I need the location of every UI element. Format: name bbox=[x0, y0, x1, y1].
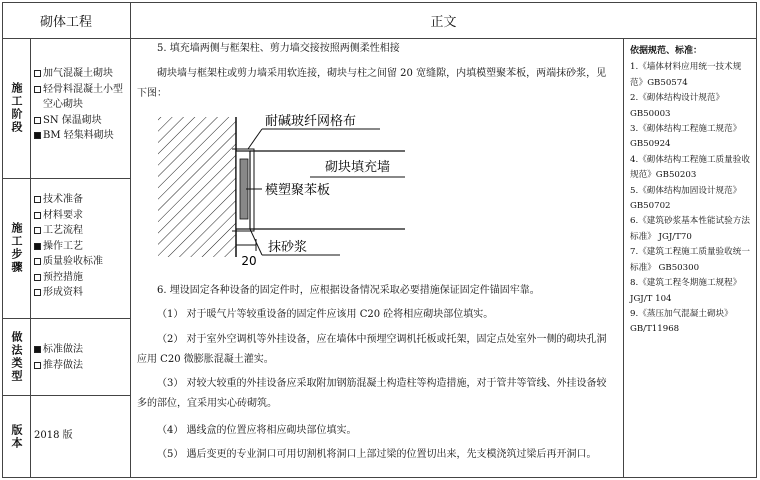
method-option[interactable]: 推荐做法 bbox=[34, 358, 126, 374]
divider-label-col bbox=[30, 38, 31, 478]
leader-mesh bbox=[248, 129, 262, 149]
checkbox-icon[interactable] bbox=[34, 362, 41, 369]
version-label: 版本 bbox=[10, 423, 23, 450]
stage-option[interactable]: BM 轻集料砌块 bbox=[34, 128, 126, 144]
checkbox-icon[interactable] bbox=[34, 117, 41, 124]
steps-option[interactable]: 操作工艺 bbox=[34, 239, 126, 255]
ref-item: 2.《砌体结构设计规范》GB50003 bbox=[630, 93, 725, 119]
checkbox-icon[interactable] bbox=[34, 86, 41, 93]
steps-option[interactable]: 技术准备 bbox=[34, 192, 126, 208]
ref-item: 8.《建筑工程冬期施工规程》JGJ/T 104 bbox=[630, 278, 742, 304]
checkbox-icon[interactable] bbox=[34, 274, 41, 281]
steps-option[interactable]: 工艺流程 bbox=[34, 223, 126, 239]
steps-option[interactable]: 形成资料 bbox=[34, 285, 126, 301]
method-label: 做法类型 bbox=[10, 330, 23, 383]
header-left: 砌体工程 bbox=[39, 14, 92, 30]
method-option[interactable]: 标准做法 bbox=[34, 342, 126, 358]
header-main: 正文 bbox=[430, 14, 457, 30]
item6-4: （4） 遇线盒的位置应将相应砌块部位填实。 bbox=[157, 425, 357, 436]
item6-2: （2） 对于室外空调机等外挂设备，应在墙体中预埋空调机托板或托架，固定点处室外一侧的砌块孔洞应用 C20 微膨胀混凝土灌实。 bbox=[137, 334, 607, 365]
item5-text: 砌块墙与框架柱或剪力墙采用软连接，砌块与柱之间留 20 宽缝隙，内填模塑聚苯板，两端抹砂浆，见下图： bbox=[137, 68, 607, 99]
divider-header bbox=[2, 38, 757, 39]
version-value: 2018 版 bbox=[34, 430, 73, 441]
checkbox-checked-icon[interactable] bbox=[34, 243, 41, 250]
steps-option[interactable]: 预控措施 bbox=[34, 270, 126, 286]
checkbox-icon[interactable] bbox=[34, 212, 41, 219]
checkbox-checked-icon[interactable] bbox=[34, 346, 41, 353]
ref-item: 9.《蒸压加气混凝土砌块》GB/T11968 bbox=[630, 308, 733, 335]
checkbox-icon[interactable] bbox=[34, 258, 41, 265]
column-hatch bbox=[158, 117, 236, 257]
ref-item: 4.《砌体结构工程施工质量验收规范》GB50203 bbox=[630, 154, 750, 181]
checkbox-icon[interactable] bbox=[34, 70, 41, 77]
stage-option[interactable]: 加气混凝土砌块 bbox=[34, 66, 126, 82]
item6-5: （5） 遇后变更的专业洞口可用切割机将洞口上部过梁的位置切出来，先支模浇筑过梁后再开洞口。 bbox=[157, 449, 597, 460]
method-options bbox=[34, 342, 126, 373]
steps-options bbox=[34, 192, 126, 301]
checkbox-icon[interactable] bbox=[34, 227, 41, 234]
checkbox-icon[interactable] bbox=[34, 289, 41, 296]
label-eps: 模塑聚苯板 bbox=[265, 183, 331, 198]
label-mortar: 抹砂浆 bbox=[268, 240, 308, 255]
label-wall: 砌块填充墙 bbox=[325, 160, 391, 175]
ref-item: 5.《砌体结构加固设计规范》GB50702 bbox=[630, 185, 742, 212]
ref-item: 7.《建筑工程施工质量验收统一标准》 GB50300 bbox=[630, 247, 750, 273]
dimension-label: 20 bbox=[241, 254, 257, 268]
ref-item: 3.《砌体结构工程施工规范》GB50924 bbox=[630, 124, 742, 150]
label-mesh: 耐碱玻纤网格布 bbox=[265, 114, 357, 129]
steps-option[interactable]: 材料要求 bbox=[34, 208, 126, 224]
item6-3: （3） 对较大较重的外挂设备应采取附加钢筋混凝土构造柱等构造措施，对于管井等管线、外挂设备较多的部位，宜采用实心砖砌筑。 bbox=[137, 378, 607, 409]
divider-left-col bbox=[130, 2, 131, 478]
steps-label: 施工步骤 bbox=[10, 222, 23, 274]
ref-item: 1.《墙体材料应用统一技术规范》GB50574 bbox=[630, 62, 742, 88]
stage-option[interactable]: 轻骨料混凝土小型空心砌块 bbox=[34, 82, 126, 113]
leader-mortar bbox=[250, 229, 262, 255]
reference-standards bbox=[630, 44, 754, 338]
item6-title: 6. 埋设固定各种设备的固定件时，应根据设备情况采取必要措施保证固定件锚固牢靠。 bbox=[157, 285, 540, 296]
refs-title: 依据规范、标准： bbox=[630, 46, 703, 56]
checkbox-checked-icon[interactable] bbox=[34, 132, 41, 139]
item6-1: （1） 对于暖气片等较重设备的固定件应该用 C20 砼将相应砌块部位填实。 bbox=[157, 309, 494, 320]
stage-label: 施工阶段 bbox=[10, 82, 23, 134]
stage-options bbox=[34, 66, 126, 144]
item5-title: 5. 填充墙两侧与框架柱、剪力墙交接按照两侧柔性相接 bbox=[157, 43, 400, 54]
ref-item: 6.《建筑砂浆基本性能试验方法标准》 JGJ/T70 bbox=[630, 216, 750, 242]
divider-refs-col bbox=[623, 38, 624, 478]
wall-joint-diagram bbox=[150, 105, 420, 270]
steps-option[interactable]: 质量验收标准 bbox=[34, 254, 126, 270]
checkbox-icon[interactable] bbox=[34, 196, 41, 203]
stage-option[interactable]: SN 保温砌块 bbox=[34, 113, 126, 129]
